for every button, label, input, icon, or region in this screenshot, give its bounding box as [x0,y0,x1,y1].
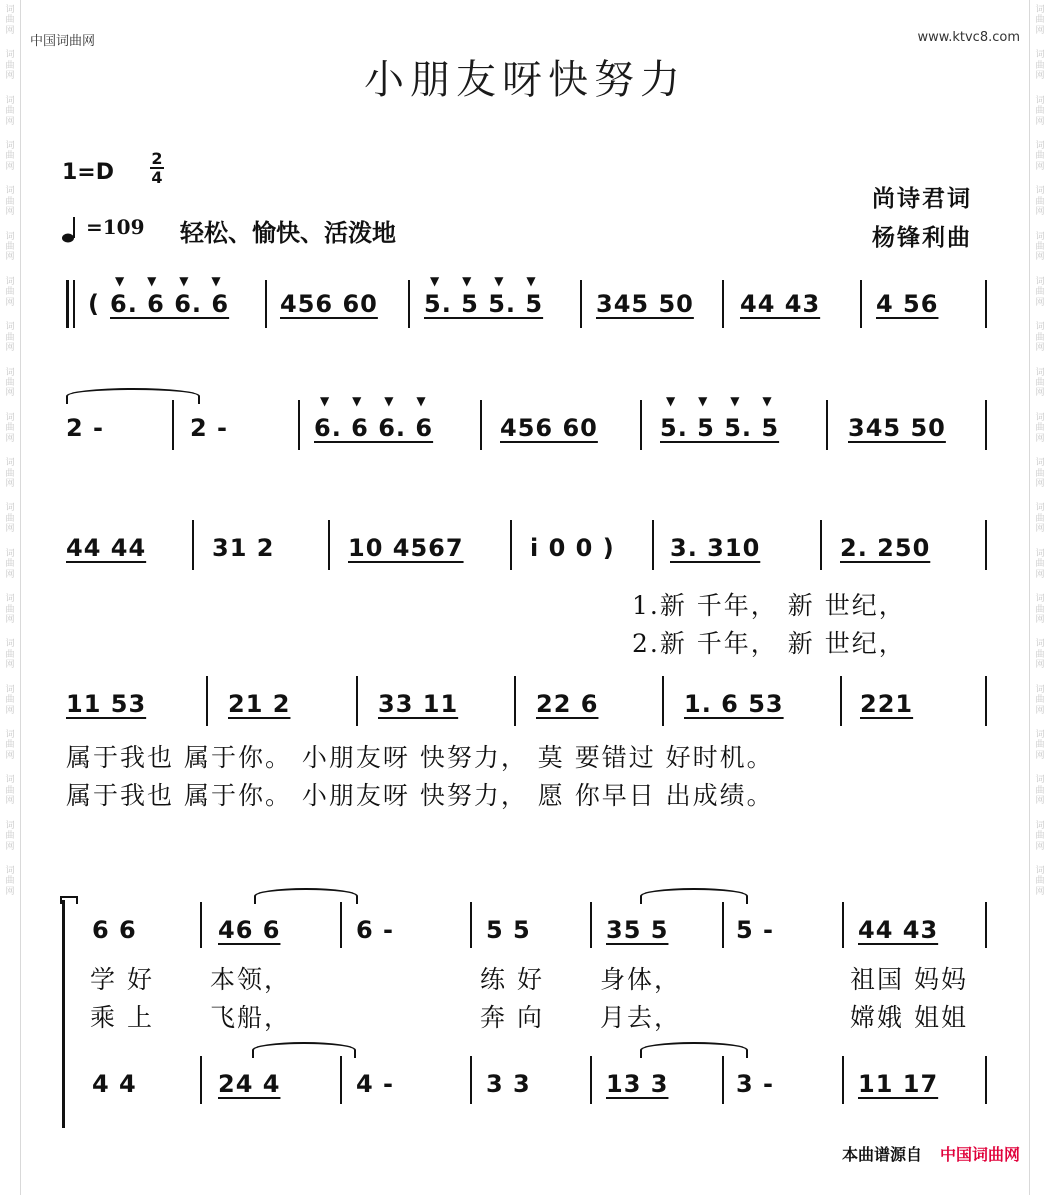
barline [985,1056,987,1104]
watermark-text: 词 曲 网 [1035,775,1045,807]
watermark-text: 词 曲 网 [1035,95,1045,127]
measure: 6 6 [92,916,137,944]
measure: 4 56 [876,290,939,318]
measure: 21 2 [228,690,291,718]
lyrics-verse-2: 奔 向 [480,1003,544,1032]
right-border-line [1029,0,1030,1195]
right-watermark-strip [1030,0,1050,1195]
source-footer [842,1142,1020,1165]
watermark-text: 词 曲 网 [5,276,15,308]
site-url-right: www.ktvc8.com [917,30,1020,45]
staccato-marks: ▼ ▼ ▼ ▼ [666,394,772,408]
watermark-text: 词 曲 网 [1035,684,1045,716]
barline [842,902,844,948]
measure: 22 6 [536,690,599,718]
barline [826,400,828,450]
staccato-marks: ▼ ▼ ▼ ▼ [320,394,426,408]
measure: 3 3 [486,1070,531,1098]
barline [200,902,202,948]
measure: 4 - [356,1070,395,1098]
staccato-marks: ▼ ▼ ▼ ▼ [430,274,536,288]
barline [820,520,822,570]
barline [662,676,664,726]
barline [722,280,724,328]
measure: 13 3 [606,1070,669,1098]
barline [514,676,516,726]
lyrics-verse-2: 月去， [600,1003,682,1032]
watermark-text: 词 曲 网 [1035,5,1045,36]
watermark-text: 词 曲 网 [1035,730,1045,761]
measure: 33 11 [378,690,459,718]
watermark-text: 词 曲 网 [5,639,15,671]
watermark-text: 词 曲 网 [5,322,15,354]
watermark-text: 词 曲 网 [5,5,15,36]
watermark-text: 词 曲 网 [1035,367,1045,399]
lyrics-verse-1: 学 好 [90,965,154,994]
begin-repeat-bar [66,280,69,328]
measure: 35 5 [606,916,669,944]
measure: 44 43 [858,916,939,944]
barline [298,400,300,450]
watermark-text: 词 曲 网 [1035,503,1045,535]
watermark-text: 词 曲 网 [1035,548,1045,580]
barline [722,902,724,948]
measure: 5. 5 5. 5 [660,414,780,442]
lyrics-verse-1: 1.新 千年， 新 世纪， [632,591,906,620]
watermark-text: 词 曲 网 [5,684,15,716]
barline [265,280,267,328]
barline [985,676,987,726]
watermark-text: 词 曲 网 [1035,458,1045,489]
time-bottom: 4 [151,168,163,187]
barline [470,902,472,948]
lyrics-verse-2: 乘 上 [90,1003,154,1032]
measure: 6. 6 6. 6 [314,414,434,442]
lyrics-verse-2: 嫦娥 姐姐 [850,1003,968,1032]
measure: 4 4 [92,1070,137,1098]
watermark-text: 词 曲 网 [1035,50,1045,82]
composer-credit: 杨锋利曲 [872,224,972,251]
tie-arc [640,888,748,904]
barline [470,1056,472,1104]
measure: 46 6 [218,916,281,944]
measure: 6. 6 6. 6 [110,290,230,318]
song-title: 小朋友呀快努力 [364,57,686,103]
watermark-text: 词 曲 网 [5,730,15,761]
measure: 3. 310 [670,534,761,562]
measure: 44 43 [740,290,821,318]
time-top: 2 [151,149,163,168]
source-label: 本曲谱源自 [841,1145,922,1164]
watermark-text: 词 曲 网 [5,865,15,897]
barline [985,400,987,450]
measure: 31 2 [212,534,275,562]
lyrics-verse-2: 飞船， [210,1003,292,1032]
watermark-text: 词 曲 网 [1035,594,1045,625]
barline [590,1056,592,1104]
barline [200,1056,202,1104]
tie-arc [640,1042,748,1058]
barline [590,902,592,948]
measure: 456 60 [280,290,378,318]
watermark-text: 词 曲 网 [5,458,15,489]
measure: 2. 250 [840,534,931,562]
watermark-text: 词 曲 网 [1035,140,1045,172]
tie-arc [254,888,358,904]
measure: 345 50 [848,414,946,442]
measure: 221 [860,690,914,718]
lyrics-verse-1: 属于我也 属于你。 小朋友呀 快努力， 莫 要错过 好时机。 [66,743,774,772]
watermark-text: 词 曲 网 [5,412,15,444]
watermark-text: 词 曲 网 [1035,186,1045,218]
measure: 345 50 [596,290,694,318]
lyricist-credit: 尚诗君词 [872,185,972,212]
watermark-text: 词 曲 网 [5,231,15,263]
barline [985,280,987,328]
tie-arc [66,388,200,404]
barline [340,1056,342,1104]
system-brace-line [62,900,65,1128]
lyrics-verse-2: 属于我也 属于你。 小朋友呀 快努力， 愿 你早日 出成绩。 [66,781,774,810]
lyrics-verse-1: 身体， [600,965,682,994]
barline [480,400,482,450]
barline [842,1056,844,1104]
watermark-text: 词 曲 网 [1035,231,1045,263]
barline [985,520,987,570]
watermark-text: 词 曲 网 [5,820,15,852]
barline [73,280,75,328]
barline [206,676,208,726]
lyrics-verse-1: 练 好 [480,965,544,994]
lyrics-verse-2: 2.新 千年， 新 世纪， [632,629,906,658]
system-bracket-top [60,896,78,904]
watermark-text: 词 曲 网 [5,186,15,218]
measure: 24 4 [218,1070,281,1098]
left-watermark-strip [0,0,20,1195]
measure: 11 17 [858,1070,939,1098]
key-signature: 1=D [62,160,115,185]
quarter-note-icon [62,215,78,243]
measure: 5 - [736,916,775,944]
source-brand-link[interactable]: 中国词曲网 [939,1145,1020,1164]
watermark-text: 词 曲 网 [5,140,15,172]
barline [328,520,330,570]
barline [840,676,842,726]
barline [652,520,654,570]
barline [580,280,582,328]
measure: 2 - [190,414,229,442]
watermark-text: 词 曲 网 [1035,865,1045,897]
watermark-text: 词 曲 网 [1035,412,1045,444]
watermark-text: 词 曲 网 [5,367,15,399]
time-signature [150,150,164,186]
measure: 1. 6 53 [684,690,784,718]
barline [985,902,987,948]
left-border-line [20,0,21,1195]
measure: 456 60 [500,414,598,442]
watermark-text: 词 曲 网 [5,594,15,625]
watermark-text: 词 曲 网 [5,50,15,82]
watermark-text: 词 曲 网 [5,503,15,535]
watermark-text: 词 曲 网 [1035,276,1045,308]
watermark-text: 词 曲 网 [5,775,15,807]
measure: 44 44 [66,534,147,562]
watermark-text: 词 曲 网 [1035,639,1045,671]
measure: 2 - [66,414,105,442]
measure: 3 - [736,1070,775,1098]
lyrics-verse-1: 祖国 妈妈 [850,965,968,994]
measure: 5. 5 5. 5 [424,290,544,318]
barline [510,520,512,570]
measure: 11 53 [66,690,147,718]
measure: 5 5 [486,916,531,944]
watermark-text: 词 曲 网 [5,548,15,580]
barline [640,400,642,450]
expression-mark: 轻松、愉快、活泼地 [180,219,396,247]
measure: 6 - [356,916,395,944]
watermark-text: 词 曲 网 [1035,322,1045,354]
measure: 10 4567 [348,534,464,562]
barline [192,520,194,570]
tempo-mark: =109 [86,215,145,239]
measure: i 0 0 ) [530,534,615,562]
barline [356,676,358,726]
barline [340,902,342,948]
barline [172,400,174,450]
lyrics-verse-1: 本领， [210,965,292,994]
barline [722,1056,724,1104]
barline [860,280,862,328]
watermark-text: 词 曲 网 [1035,820,1045,852]
site-name-left: 中国词曲网 [30,34,96,49]
open-paren: ( [88,290,100,318]
watermark-text: 词 曲 网 [5,95,15,127]
barline [408,280,410,328]
staccato-marks: ▼ ▼ ▼ ▼ [115,274,221,288]
